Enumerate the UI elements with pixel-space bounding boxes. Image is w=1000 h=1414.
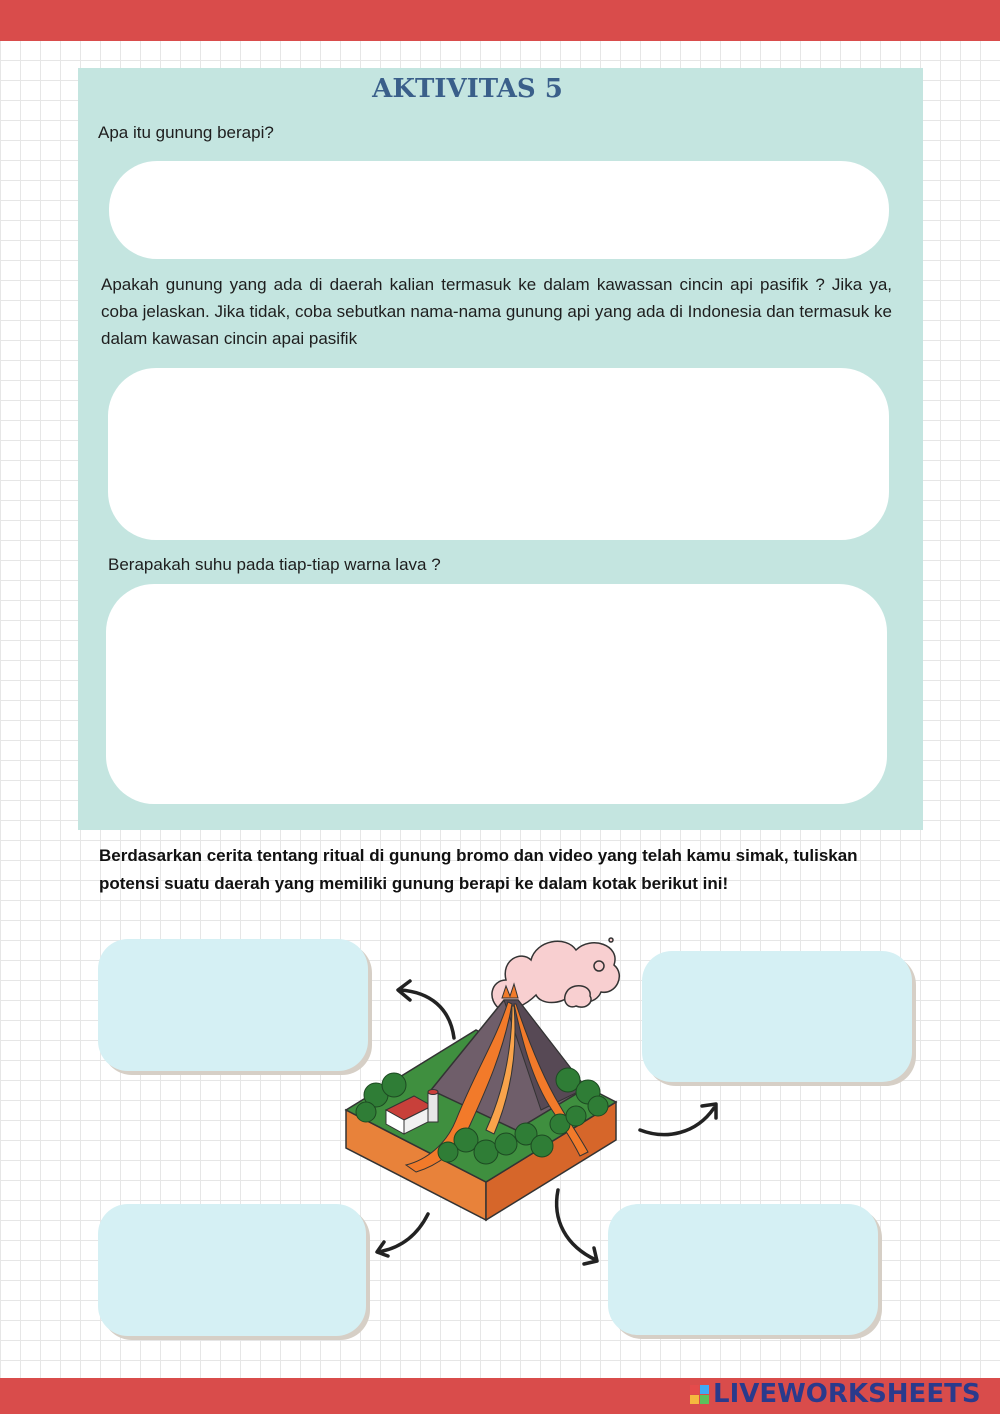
instruction-text: Berdasarkan cerita tentang ritual di gunung bromo dan video yang telah kamu simak, tuliskan potensi suatu daerah yang memiliki gunung berapi ke dalam kotak berikut ini!	[99, 846, 858, 893]
arrow-top-right-icon	[636, 1098, 722, 1142]
answer-box-1[interactable]	[109, 161, 889, 259]
potential-box-top-left[interactable]	[98, 939, 368, 1071]
liveworksheets-logo-icon	[690, 1385, 709, 1404]
top-banner	[0, 0, 1000, 41]
answer-box-2[interactable]	[108, 368, 889, 540]
watermark-text: LIVEWORKSHEETS	[713, 1379, 981, 1409]
activity-title: AKTIVITAS 5	[372, 74, 563, 104]
question-2: Apakah gunung yang ada di daerah kalian termasuk ke dalam kawassan cincin api pasifik ? Jika ya, coba jelaskan. Jika tidak, coba sebutkan nama-nama gunung api yang ada di Indonesia dan termasuk ke dalam kawasan cincin apai pasifik	[101, 275, 892, 348]
potential-box-bottom-left[interactable]	[98, 1204, 366, 1336]
potential-box-top-right[interactable]	[642, 951, 912, 1082]
potential-box-bottom-right[interactable]	[608, 1204, 878, 1335]
volcano-illustration-icon	[336, 920, 626, 1230]
question-3: Berapakah suhu pada tiap-tiap warna lava ?	[108, 555, 441, 574]
liveworksheets-watermark	[690, 1376, 981, 1412]
question-1: Apa itu gunung berapi?	[98, 123, 274, 142]
answer-box-3[interactable]	[106, 584, 887, 804]
